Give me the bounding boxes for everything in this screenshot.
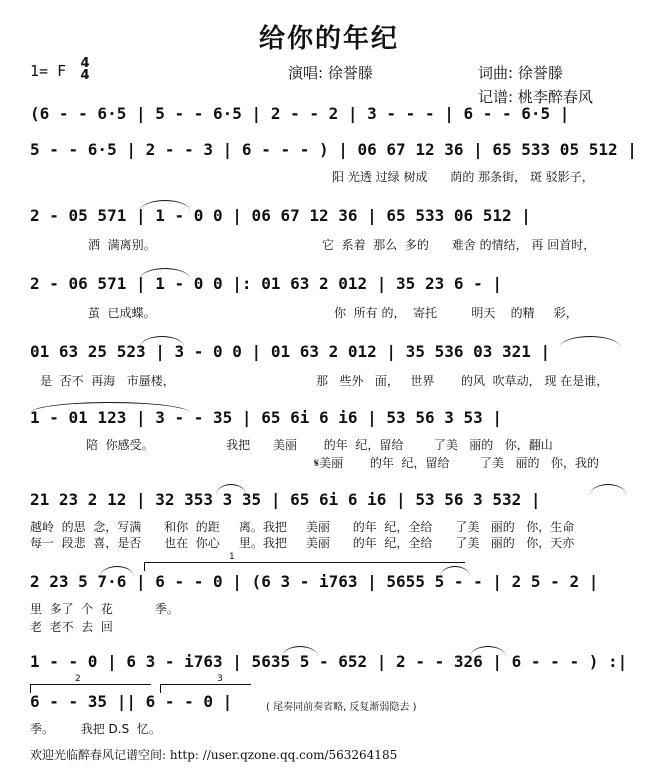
notation-credit: 记谱: 桃李醉春风 [478,88,593,106]
time-signature [76,58,94,82]
performance-note: ( 尾奏同前奏省略, 反复渐弱隐去 ) [266,702,417,713]
lyrics-line-left: 茧 已成蝶。 [88,306,156,320]
footer-credit: 欢迎光临醉春风记谱空间: http: //user.qzone.qq.com/563264185 [30,748,398,762]
notes-line: 2 23 5 7·6 | 6 - - 0 | (6 3 - i763 | 5655 5 - - | 2 5 - 2 | [30,572,599,591]
time-signature-top: 4 [80,56,90,71]
lyrics-line-left: 洒 满离别。 [88,238,156,252]
key-signature: 1= F [30,62,67,80]
lyrics-line-1: 陪 你感受。 我把 美丽 的年 纪，留给 了美 丽的 你，翻山 [86,438,553,452]
lyrics-line-2: 老 老不 去 回 [30,620,113,634]
volta-bracket-1 [144,552,465,571]
notes-line: 5 - - 6·5 | 2 - - 3 | 6 - - - ) | 06 67 12 36 | 65 533 05 512 | [30,140,637,159]
notes-line: 1 - - 0 | 6 3 - i763 | 5635 5 - 652 | 2 - - 326 | 6 - - - ) :| [30,652,628,671]
lyricist-credit: 词曲: 徐誉滕 [478,64,563,82]
lyrics-line-1: 越岭 的思 念，写满 和你 的距 离。我把 美丽 的年 纪，全给 了美 丽的 你，生命 [30,520,575,534]
lyrics-line: 阳 光透 过绿 树成 荫的 那条街， 斑 驳影子， [332,170,594,184]
notes-line: 2 - 05 571 | 1 - 0 0 | 06 67 12 36 | 65 533 06 512 | [30,206,531,225]
lyrics-line-right: 那 些外 面， 世界 的风 吹草动， 现 在是谁， [316,374,609,388]
song-title: 给你的年纪 [258,24,399,54]
lyrics-line-left: 是 否不 再海 市蜃楼， [40,374,175,388]
time-signature-bottom: 4 [80,68,90,83]
lyrics-line-1: 里 多了 个 花 季。 [30,602,179,616]
singer-credit: 演唱: 徐誉滕 [288,64,373,82]
notes-line: 6 - - 35 || 6 - - 0 | [30,692,233,711]
lyrics-line-2: 每一 段悲 喜，是否 也在 你心 里。我把 美丽 的年 纪，全给 了美 丽的 你，天亦 [30,536,575,550]
lyrics-line-right: 它 系着 那么 多的 难舍 的情结， 再 回首时， [322,238,596,252]
notes-line: 2 - 06 571 | 1 - 0 0 |: 01 63 2 012 | 35 23 6 - | [30,274,503,293]
lyrics-line-right: 你 所有 的， 寄托 明天 的精 彩， [334,306,578,320]
volta-number: 3 [217,674,223,684]
volta-number: 2 [75,674,81,684]
volta-number: 1 [229,552,235,562]
notes-line: 1 - 01 123 | 3 - - 35 | 65 6i 6 i6 | 53 56 3 53 | [30,408,503,427]
lyrics-line-2: 𝄋美丽 的年 纪，留给 了美 丽的 你，我的 [314,456,599,470]
notes-line: 01 63 25 523 | 3 - 0 0 | 01 63 2 012 | 35 536 03 321 | [30,342,551,361]
lyrics-line: 季。 我把 D.S 忆。 [30,722,161,736]
notes-line: 21 23 2 12 | 32 353 3 35 | 65 6i 6 i6 | 53 56 3 532 | [30,490,541,509]
notes-line: (6 - - 6·5 | 5 - - 6·5 | 2 - - 2 | 3 - - - | 6 - - 6·5 | [30,104,570,123]
